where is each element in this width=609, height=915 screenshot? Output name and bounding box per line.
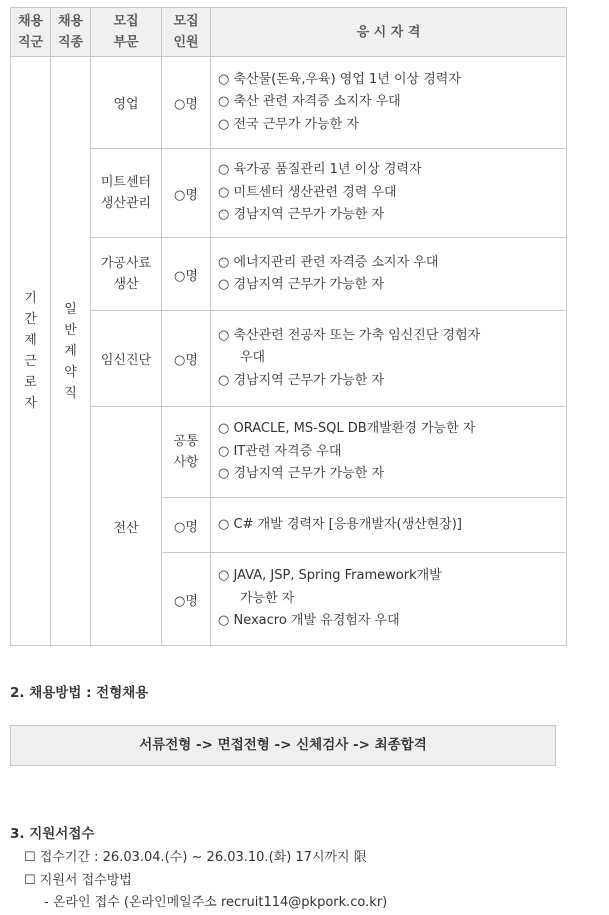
qualification-cell xyxy=(211,498,567,553)
dept-cell: 임신진단 xyxy=(91,311,162,407)
table-header-row xyxy=(11,8,567,57)
header-dept: 모집 부문 xyxy=(91,8,162,57)
qualification-item: ○ 육가공 품질관리 1년 이상 경력자 xyxy=(218,162,422,178)
header-job-kind: 채용 직종 xyxy=(51,8,91,57)
header-count: 모집 인원 xyxy=(162,8,211,57)
section-title-hiring-method: 2. 채용방법 : 전형채용 xyxy=(10,685,149,701)
count-cell: ○명 xyxy=(162,57,211,149)
table-row xyxy=(11,311,567,407)
table-row xyxy=(11,407,567,498)
count-cell: ○명 xyxy=(162,149,211,238)
hiring-process-box: 서류전형 -> 면접전형 -> 신체검사 -> 최종합격 xyxy=(10,725,556,766)
qualification-item: ○ 경남지역 근무가 가능한 자 xyxy=(218,372,385,388)
header-job-type: 채용 직군 xyxy=(11,8,51,57)
job-type-label: 기간제근로자 xyxy=(24,291,37,411)
qualification-cell xyxy=(211,311,567,407)
qualification-item: ○ 축산물(돈육,우육) 영업 1년 이상 경력자 xyxy=(218,71,461,87)
recruitment-table xyxy=(10,7,567,646)
qualification-cell xyxy=(211,553,567,646)
dept-cell: 전산 xyxy=(91,407,162,646)
count-cell: ○명 xyxy=(162,238,211,311)
qualification-item: ○ Nexacro 개발 유경험자 우대 xyxy=(218,613,400,629)
qualification-item: ○ 경남지역 근무가 가능한 자 xyxy=(218,466,385,482)
qualification-item: ○ ORACLE, MS-SQL DB개발환경 가능한 자 xyxy=(218,421,476,437)
qualification-item: ○ C# 개발 경력자 [응용개발자(생산현장)] xyxy=(218,516,462,532)
qualification-item: ○ 전국 근무가 가능한 자 xyxy=(218,116,359,132)
table-row xyxy=(11,149,567,238)
qualification-cell xyxy=(211,407,567,498)
dept-cell: 영업 xyxy=(91,57,162,149)
qualification-cell xyxy=(211,238,567,311)
count-cell: ○명 xyxy=(162,498,211,553)
table-row xyxy=(11,238,567,311)
application-method: ☐ 지원서 접수방법 xyxy=(24,873,132,888)
job-kind-label: 일반계약직 xyxy=(64,301,77,401)
qualification-item: ○ 축산관련 전공자 또는 가축 임신진단 경험자 우대 xyxy=(218,327,481,366)
qualification-item: ○ 축산 관련 자격증 소지자 우대 xyxy=(218,94,401,110)
qualification-item: ○ 미트센터 생산관련 경력 우대 xyxy=(218,184,397,200)
count-cell: ○명 xyxy=(162,311,211,407)
dept-cell: 미트센터 생산관리 xyxy=(91,149,162,238)
job-kind-cell xyxy=(51,57,91,646)
qualification-item: ○ 경남지역 근무가 가능한 자 xyxy=(218,277,385,292)
qualification-cell xyxy=(211,149,567,238)
qualification-item: ○ JAVA, JSP, Spring Framework개발 가능한 자 xyxy=(218,568,442,606)
online-application: - 온라인 접수 (온라인메일주소 recruit114@pkpork.co.kr) xyxy=(44,895,388,910)
common-cell: 공통 사항 xyxy=(162,407,211,498)
count-cell: ○명 xyxy=(162,553,211,646)
qualification-item: ○ 에너지관리 관련 자격증 소지자 우대 xyxy=(218,254,439,270)
table-row xyxy=(11,57,567,149)
application-period: ☐ 접수기간 : 26.03.04.(수) ~ 26.03.10.(화) 17시까지 限 xyxy=(24,850,367,865)
qualification-item: ○ IT관련 자격증 우대 xyxy=(218,443,342,459)
qualification-item: ○ 경남지역 근무가 가능한 자 xyxy=(218,207,385,223)
dept-cell: 가공사료 생산 xyxy=(91,238,162,311)
section-title-application: 3. 지원서접수 xyxy=(10,826,95,842)
header-qualification: 응 시 자 격 xyxy=(211,8,567,57)
job-type-cell xyxy=(11,57,51,646)
qualification-cell xyxy=(211,57,567,149)
